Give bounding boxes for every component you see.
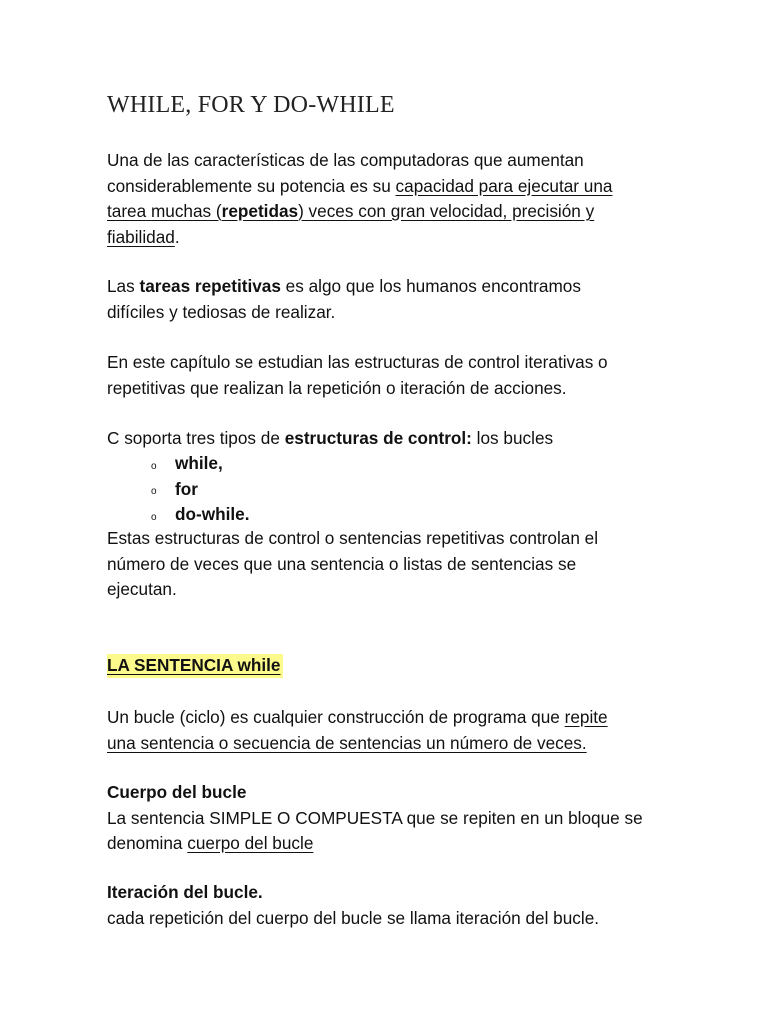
intro-line-2: considerablemente su potencia es su [107, 175, 396, 196]
statements-line-2: número de veces que una sentencia o listas de sentencias se [107, 553, 577, 574]
list-item-label: while, [175, 453, 223, 473]
tasks-bold: tareas repetitivas [139, 276, 281, 296]
page-title: WHILE, FOR Y DO-WHILE [107, 92, 395, 118]
control-start: C soporta tres tipos de [107, 428, 285, 448]
list-item [107, 477, 249, 503]
loop-body-paragraph [107, 780, 643, 857]
list-item-label: do-while. [175, 504, 250, 524]
list-item [107, 502, 249, 528]
loop-body-line-1: La sentencia SIMPLE O COMPUESTA que se repiten en un bloque se [107, 807, 643, 828]
chapter-line-1: En este capítulo se estudian las estructuras de control iterativas o [107, 352, 608, 372]
intro-period: . [174, 226, 180, 247]
loop-def-underlined-2: una sentencia o secuencia de sentencias un número de veces. [107, 732, 587, 753]
loop-def-underlined-1: repite [564, 707, 608, 727]
bullet-marker: o [151, 460, 157, 472]
control-end: los bucles [471, 428, 554, 448]
loop-def-plain: Un bucle (ciclo) es cualquier construcción de programa que [107, 707, 565, 727]
list-item [107, 451, 249, 477]
chapter-line-2: repetitivas que realizan la repetición o iteración de acciones. [107, 377, 567, 398]
loop-definition-paragraph [107, 705, 608, 756]
statements-paragraph [107, 526, 598, 603]
bullet-marker: o [151, 511, 157, 523]
iteration-line-1: cada repetición del cuerpo del bucle se llama iteración del bucle. [107, 907, 600, 928]
chapter-paragraph [107, 350, 608, 401]
iteration-paragraph [107, 880, 599, 931]
iteration-heading: Iteración del bucle. [107, 882, 263, 902]
statements-line-3: ejecutan. [107, 579, 177, 599]
section-heading-paragraph [107, 653, 283, 679]
loop-types-list [107, 451, 249, 528]
intro-underlined-veces: ) veces con gran velocidad, precisión y [298, 201, 595, 221]
loop-body-line-2: denomina [107, 833, 188, 853]
loop-body-heading: Cuerpo del bucle [107, 782, 247, 802]
statements-line-1: Estas estructuras de control o sentencias repetitivas controlan el [107, 528, 599, 548]
intro-underlined-tarea: tarea muchas ( [107, 201, 222, 221]
tasks-rest: es algo que los humanos encontramos [280, 276, 581, 296]
intro-underlined-fiabilidad: fiabilidad [107, 226, 175, 247]
intro-paragraph [107, 148, 612, 250]
tasks-line-2: difíciles y tediosas de realizar. [107, 301, 336, 322]
tasks-start: Las [107, 276, 140, 296]
bullet-marker: o [151, 486, 157, 498]
control-bold: estructuras de control: [284, 428, 472, 448]
repetitive-tasks-paragraph [107, 274, 581, 325]
intro-underlined-capacity: capacidad para ejecutar una [395, 175, 613, 196]
control-structures-paragraph [107, 426, 553, 452]
loop-body-underlined: cuerpo del bucle [187, 833, 314, 853]
list-item-label: for [175, 478, 198, 499]
intro-bold-repetidas: repetidas [221, 201, 299, 221]
intro-line-1: Una de las características de las computadoras que aumentan [107, 150, 584, 170]
section-heading: LA SENTENCIA while [107, 654, 283, 678]
